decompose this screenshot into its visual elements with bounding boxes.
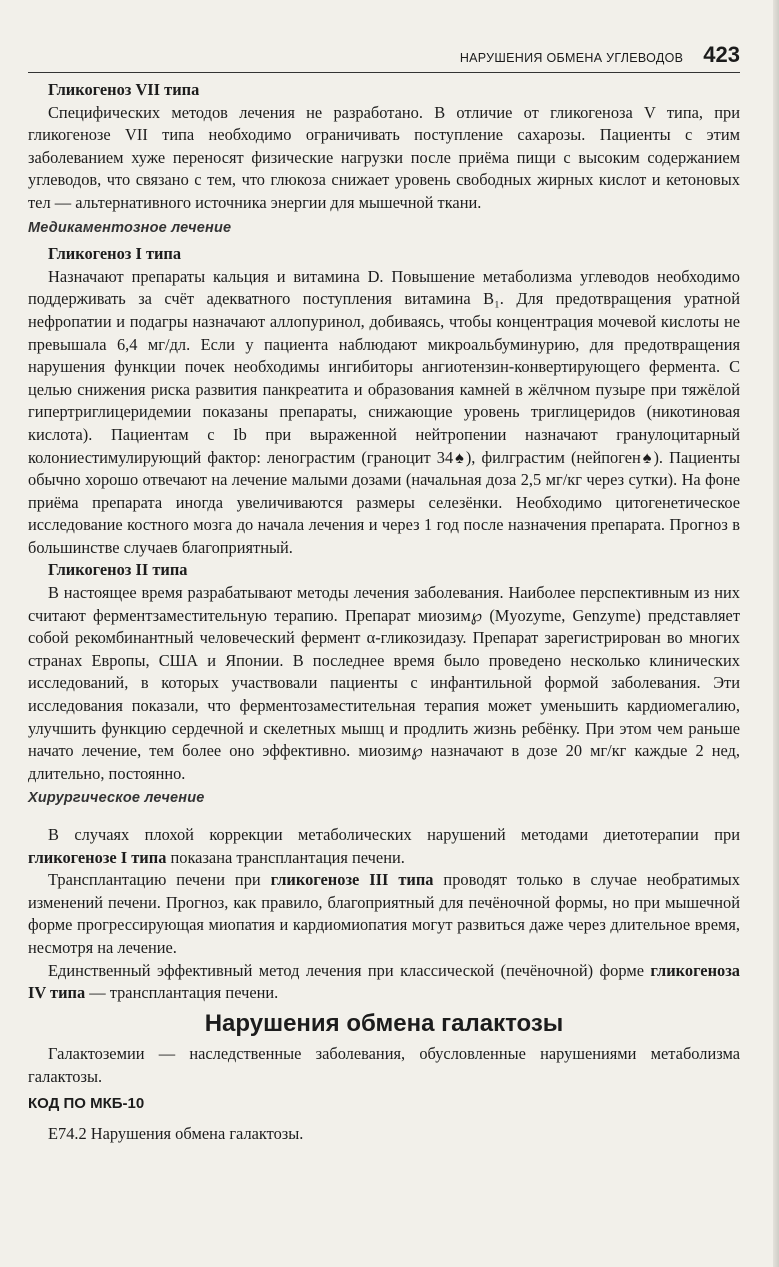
paragraph-gsd7: Специфических методов лечения не разработано. В отличие от гликогеноза V типа, при гликогенозе VII типа необходимо ограничивать поступление сахарозы. Пациенты с этим заболеванием хуже переносят физические нагрузки после приёма пищи с высоким содержанием углеводов, что связано с тем, что глюкоза снижает уровень свободных жирных кислот и кетоновых тел — альтернативного источника энергии для мышечной ткани. [28,102,740,212]
page-edge [773,0,779,1267]
subheading-gsd2: Гликогеноз II типа [48,560,188,580]
section-heading-surgery: Хирургическое лечение [28,790,205,807]
paragraph-surgery-1: В случаях плохой коррекции метаболических нарушений методами диетотерапии при гликогенозе I типа показана трансплантация печени. [28,825,740,867]
subheading-gsd1: Гликогеноз I типа [48,244,182,264]
paragraph-gsd1: Назначают препараты кальция и витамина D. Повышение метаболизма углеводов необходимо поддерживать за счёт адекватного поступления витамина B₁. Для предотвращения уратной нефропатии и подагры назначают аллопуринол, добиваясь, чтобы концентрация мочевой кислоты не превышала 6,4 мг/дл. Если у пациента наблюдают микроальбуминурию, для предотвращения нарушения функции почек необходимы ингибиторы ангиотензин-конвертирующего фермента. С целью снижения риска развития панкреатита и образования камней в жёлчном пузыре при тяжёлой гипертриглицеридемии показаны препараты, снижающие уровень триглицеридов (никотиновая кислота). Пациентам с Ib при выраженной нейтропении назначают гранулоцитарный колониестимулирующий фактор: ленограстим (граноцит 34♠), филграстим (нейпоген♠). Пациенты обычно хорошо отвечают на лечение малыми дозами (начальная доза 2,5 мг/кг через сутки). На фоне приёма препарата иногда увеличиваются размеры селезёнки. Необходимо цитогенетическое исследование костного мозга до начала лечения и через 1 год после назначения препарата. Прогноз в большинстве случаев благоприятный. [28,266,740,557]
emph-gsd1: гликогенозе I типа [28,847,167,867]
book-page [28,42,740,1146]
icd-code-heading: КОД ПО МКБ-10 [28,1094,145,1112]
page-number: 423 [703,42,740,67]
paragraph-surgery-2: Трансплантацию печени при гликогенозе III типа проводят только в случае необратимых изменений печени. Прогноз, как правило, благоприятный для печёночной формы, но при мышечной форме прогрессирующая миопатия и кардиомиопатия могут развиться даже через длительное время, несмотря на лечение. [28,870,740,957]
paragraph-galactose-intro: Галактоземии — наследственные заболевания, обусловленные нарушениями метаболизма галактозы. [28,1044,740,1086]
running-head [28,42,740,68]
header-rule [28,72,740,73]
paragraph-surgery-3: Единственный эффективный метод лечения при классической (печёночной) форме гликогеноза IV типа — трансплантация печени. [28,960,740,1003]
body-text [28,79,740,1146]
section-heading-drug: Медикаментозное лечение [28,219,232,236]
subheading-gsd7: Гликогеноз VII типа [48,80,200,99]
emph-gsd4: гликогеноза IV типа [28,960,740,1003]
running-head-title: НАРУШЕНИЯ ОБМЕНА УГЛЕВОДОВ [459,51,684,65]
icd-code-line: E74.2 Нарушения обмена галактозы. [48,1124,304,1144]
paragraph-gsd2: В настоящее время разрабатывают методы лечения заболевания. Наиболее перспективным из них считают ферментзаместительную терапию. Препарат миозим℘ (Myozyme, Genzyme) представляет собой рекомбинантный человеческий фермент α-гликозидазу. Препарат зарегистрирован во многих странах Европы, США и Японии. В последнее время было проведено несколько клинических исследований, в которых участвовали пациенты с инфантильной формой заболевания. Эти исследования показали, что ферментозаместительная терапия может уменьшить кардиомегалию, улучшить функцию сердечной и скелетных мышц и продлить жизнь ребёнку. При этом чем раньше начато лечение, тем более оно эффективно. миозим℘ назначают в дозе 20 мг/кг каждые 2 нед, длительно, постоянно. [28,583,740,783]
chapter-heading-galactose: Нарушения обмена галактозы [204,1009,564,1037]
emph-gsd3: гликогенозе III типа [270,870,434,890]
